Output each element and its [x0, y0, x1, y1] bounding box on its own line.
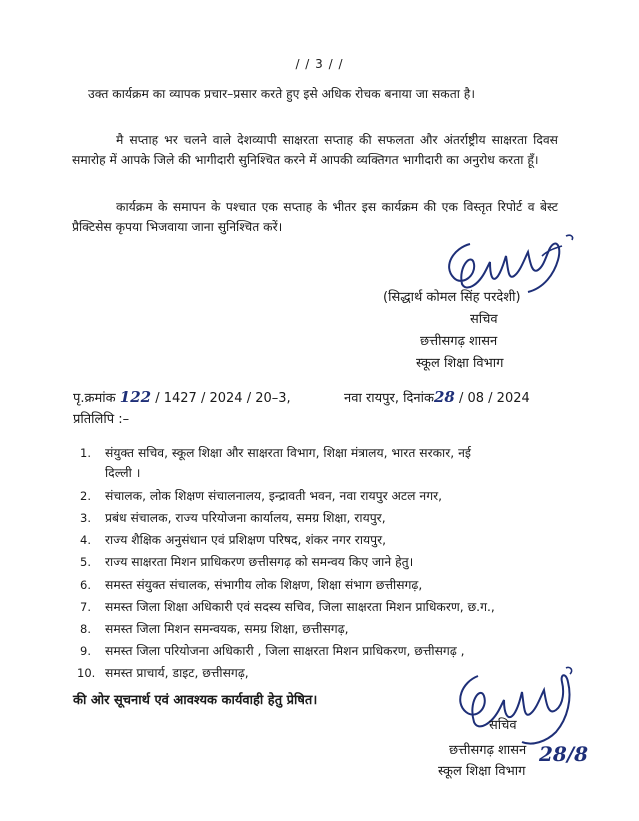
list-item: समस्त जिला मिशन समन्वयक, समग्र शिक्षा, छत्तीसगढ़,: [105, 622, 349, 636]
place-date-prefix: नवा रायपुर, दिनांक: [344, 391, 434, 406]
paragraph-1: उक्त कार्यक्रम का व्यापक प्रचार–प्रसार करते हुए इसे अधिक रोचक बनाया जा सकता है।: [88, 87, 475, 101]
list-item: समस्त प्राचार्य, डाइट, छत्तीसगढ़,: [105, 666, 249, 680]
date-rest: / 08 / 2024: [458, 391, 530, 406]
list-item-number: 9.: [80, 644, 91, 658]
list-item: संयुक्त सचिव, स्कूल शिक्षा और साक्षरता विभाग, शिक्षा मंत्रालय, भारत सरकार, नई: [105, 446, 471, 460]
list-item-number: 8.: [80, 622, 91, 636]
list-item: प्रबंध संचालक, राज्य परियोजना कार्यालय, समग्र शिक्षा, रायपुर,: [105, 511, 386, 525]
list-item: समस्त संयुक्त संचालक, संभागीय लोक शिक्षण, शिक्षा संभाग छत्तीसगढ़,: [105, 578, 423, 592]
reference-label: पृ.क्रमांक: [73, 391, 116, 406]
handwritten-reference-no: 122: [119, 388, 152, 406]
list-item: संचालक, लोक शिक्षण संचालनालय, इन्द्रावती भवन, नवा रायपुर अटल नगर,: [105, 489, 443, 503]
signatory-designation: सचिव: [470, 312, 498, 327]
closing-line: की ओर सूचनार्थ एवं आवश्यक कार्यवाही हेतु प्रेषित।: [73, 693, 318, 708]
copy-label: प्रतिलिपि :–: [73, 412, 130, 427]
list-item: समस्त जिला परियोजना अधिकारी , जिला साक्षरता मिशन प्राधिकरण, छत्तीसगढ़ ,: [105, 644, 465, 658]
signatory-name: (सिद्धार्थ कोमल सिंह परदेशी): [383, 290, 521, 305]
list-item-number: 3.: [80, 511, 91, 525]
paragraph-2: मै सप्ताह भर चलने वाले देशव्यापी साक्षरता सप्ताह की सफलता और अंतर्राष्ट्रीय साक्षरता दिवस समारोह में आपके जिले की भागीदारी सुनिश्चित करने में आपकी व्यक्तिगत भागीदारी का अनुरोध करता हूँ।: [72, 133, 558, 167]
list-item-continuation: दिल्ली ।: [105, 466, 141, 480]
paragraph-3: कार्यक्रम के समापन के पश्चात एक सप्ताह के भीतर इस कार्यक्रम की एक विस्तृत रिपोर्ट व बेस्ट प्रैक्टिसेस कृपया भिजवाया जाना सुनिश्चित करें।: [72, 200, 558, 234]
list-item-number: 10.: [77, 666, 96, 680]
list-item-number: 4.: [80, 533, 91, 547]
handwritten-day: 28: [433, 388, 455, 406]
list-item: समस्त जिला शिक्षा अधिकारी एवं सदस्य सचिव, जिला साक्षरता मिशन प्राधिकरण, छ.ग.,: [105, 600, 495, 614]
list-item-number: 1.: [80, 446, 91, 460]
signatory2-designation: सचिव: [489, 718, 517, 733]
reference-number: / 1427 / 2024 / 20–3,: [155, 391, 291, 406]
handwritten-date: 28/8: [539, 742, 589, 766]
list-item-number: 5.: [80, 555, 91, 569]
list-item-number: 6.: [80, 578, 91, 592]
reference-line: [73, 388, 291, 406]
place-date-line: [344, 388, 530, 406]
signature-bottom: [448, 662, 598, 752]
list-item-number: 2.: [80, 489, 91, 503]
page-number: / / 3 / /: [295, 57, 344, 71]
signatory-department: स्कूल शिक्षा विभाग: [416, 356, 504, 371]
list-item-number: 7.: [80, 600, 91, 614]
list-item: राज्य साक्षरता मिशन प्राधिकरण छत्तीसगढ़ को समन्वय किए जाने हेतु।: [105, 555, 414, 569]
signatory2-department: स्कूल शिक्षा विभाग: [438, 764, 526, 779]
signatory-government: छत्तीसगढ़ शासन: [420, 334, 498, 349]
signatory2-government: छत्तीसगढ़ शासन: [449, 743, 527, 758]
list-item: राज्य शैक्षिक अनुसंधान एवं प्रशिक्षण परिषद, शंकर नगर रायपुर,: [105, 533, 387, 547]
